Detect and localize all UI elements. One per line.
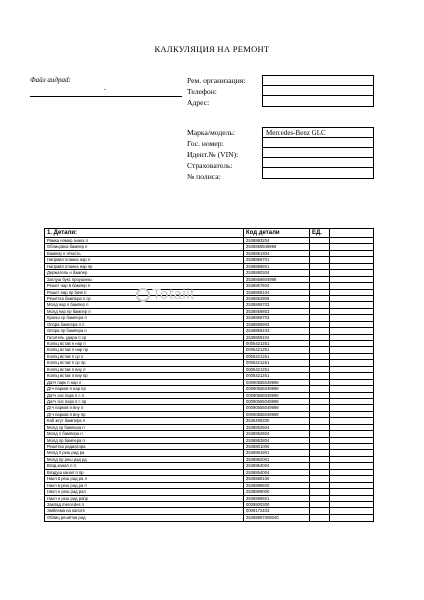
org-fields (262, 75, 374, 107)
part-name-cell[interactable]: Заглуш букс проушины (45, 277, 244, 282)
part-code-cell[interactable]: 2538880304 (244, 270, 310, 275)
part-extra-cell[interactable] (330, 270, 373, 275)
part-unit-cell[interactable] (310, 341, 330, 346)
part-unit-cell[interactable] (310, 251, 330, 256)
part-extra-cell[interactable] (330, 450, 373, 455)
part-name-cell[interactable]: Накл в реш рад ра л (45, 476, 244, 481)
part-code-cell[interactable]: 0005421251 (244, 347, 310, 352)
part-unit-cell[interactable] (310, 264, 330, 269)
part-code-cell[interactable]: 00090555049999 (244, 405, 310, 410)
part-unit-cell[interactable] (310, 354, 330, 359)
part-code-cell[interactable]: 2538854004 (244, 470, 310, 475)
part-code-cell[interactable]: 2538851304 (244, 251, 310, 256)
part-code-cell[interactable]: 2538858703 (244, 315, 310, 320)
part-name-cell[interactable]: Накл н реш рад рал (45, 489, 244, 494)
part-extra-cell[interactable] (330, 502, 373, 507)
part-unit-cell[interactable] (310, 444, 330, 449)
org-label-phone: Телефон: (187, 87, 217, 96)
part-extra-cell[interactable] (330, 373, 373, 378)
part-code-cell[interactable]: 0005421251 (244, 373, 310, 378)
part-name-cell[interactable]: Гаситель удара п ср (45, 335, 244, 340)
part-unit-cell[interactable] (310, 476, 330, 481)
part-extra-cell[interactable] (330, 438, 373, 443)
part-extra-cell[interactable] (330, 444, 373, 449)
part-code-cell[interactable]: 2538857604 (244, 283, 310, 288)
part-code-cell[interactable]: 2538852906 (244, 296, 310, 301)
part-code-cell[interactable]: 2538852604 (244, 431, 310, 436)
part-name-cell[interactable]: Заклад mercedes п (45, 502, 244, 507)
part-code-cell[interactable]: 2538889500 (244, 483, 310, 488)
part-code-cell[interactable]: 2538858104 (244, 335, 310, 340)
org-label-address: Адрес: (187, 98, 210, 107)
car-label-plate: Гос. номер: (187, 139, 224, 148)
part-unit-cell[interactable] (310, 502, 330, 507)
part-extra-cell[interactable] (330, 405, 373, 410)
part-extra-cell[interactable] (330, 489, 373, 494)
file-label: Файл аидрad: (30, 76, 71, 84)
insured-field[interactable] (263, 158, 373, 168)
part-name-cell[interactable]: Колпц встав п ср пр (45, 360, 244, 365)
part-name-cell[interactable]: Опора пр бампера п (45, 328, 244, 333)
part-extra-cell[interactable] (330, 457, 373, 462)
part-name-cell[interactable]: Возд канал л п (45, 463, 244, 468)
part-name-cell[interactable]: Решётка радиатора (45, 444, 244, 449)
part-extra-cell[interactable] (330, 412, 373, 417)
parts-table-header (45, 229, 373, 238)
part-unit-cell[interactable] (310, 405, 330, 410)
part-extra-cell[interactable] (330, 508, 373, 513)
part-unit-cell[interactable] (310, 335, 330, 340)
car-label-policy: № полиса: (187, 172, 221, 181)
part-unit-cell[interactable] (310, 418, 330, 423)
part-unit-cell[interactable] (310, 450, 330, 455)
part-extra-cell[interactable] (330, 296, 373, 301)
part-name-cell[interactable]: Дтч парков п вну л (45, 405, 244, 410)
part-extra-cell[interactable] (330, 238, 373, 243)
part-unit-cell[interactable] (310, 483, 330, 488)
part-extra-cell[interactable] (330, 257, 373, 262)
part-code-cell[interactable]: 2538858903 (244, 322, 310, 327)
part-code-cell[interactable]: 2538859103 (244, 328, 310, 333)
part-unit-cell[interactable] (310, 457, 330, 462)
car-label-model: Марка/модель: (187, 128, 235, 137)
part-unit-cell[interactable] (310, 309, 330, 314)
part-unit-cell[interactable] (310, 315, 330, 320)
part-name-cell[interactable]: Датч сис парк п с л (45, 393, 244, 398)
part-name-cell[interactable]: Дтч парков п вну пр (45, 412, 244, 417)
part-extra-cell[interactable] (330, 425, 373, 430)
repair-org-field[interactable] (263, 76, 373, 86)
part-unit-cell[interactable] (310, 257, 330, 262)
part-name-cell[interactable]: Молд пр бампера п (45, 438, 244, 443)
part-name-cell[interactable]: Накл н реш рад рапр (45, 496, 244, 501)
part-extra-cell[interactable] (330, 302, 373, 307)
part-name-cell[interactable]: Колпц встав п вну л (45, 367, 244, 372)
part-unit-cell[interactable] (310, 380, 330, 385)
part-code-cell[interactable]: 2538856801 (244, 264, 310, 269)
part-unit-cell[interactable] (310, 277, 330, 282)
part-unit-cell[interactable] (310, 463, 330, 468)
part-name-cell[interactable]: Колпц встав п вну пр (45, 373, 244, 378)
car-label-insured: Страхователь: (187, 161, 233, 170)
part-code-cell[interactable]: 00090555049999 (244, 393, 310, 398)
part-extra-cell[interactable] (330, 341, 373, 346)
part-extra-cell[interactable] (330, 360, 373, 365)
part-extra-cell[interactable] (330, 470, 373, 475)
part-name-cell[interactable]: Эмблема на капоте (45, 508, 244, 513)
part-unit-cell[interactable] (310, 496, 330, 501)
part-code-cell[interactable]: 2538893204 (244, 238, 310, 243)
part-extra-cell[interactable] (330, 380, 373, 385)
part-extra-cell[interactable] (330, 290, 373, 295)
part-name-cell[interactable]: Дтч парков п нар пр (45, 386, 244, 391)
page-title: КАЛКУЛЯЦИЯ НА РЕМОНТ (154, 44, 270, 54)
part-name-cell[interactable]: Молд пр реш рад рд (45, 457, 244, 462)
part-unit-cell[interactable] (310, 360, 330, 365)
part-extra-cell[interactable] (330, 335, 373, 340)
part-unit-cell[interactable] (310, 244, 330, 249)
part-code-cell[interactable]: 0005421251 (244, 341, 310, 346)
part-name-cell[interactable]: Кронш ср бампера п (45, 315, 244, 320)
part-code-cell[interactable]: 0008172403 (244, 508, 310, 513)
part-name-cell[interactable]: Колпц встав п ср л (45, 354, 244, 359)
header-parts: 1. Детали: (45, 229, 244, 237)
part-unit-cell[interactable] (310, 367, 330, 372)
part-unit-cell[interactable] (310, 302, 330, 307)
part-code-cell[interactable]: 2538899000 (244, 489, 310, 494)
part-name-cell[interactable]: Решётка бампера п ср (45, 296, 244, 301)
part-unit-cell[interactable] (310, 489, 330, 494)
part-name-cell[interactable]: Молд ср бампера п (45, 425, 244, 430)
plate-field[interactable] (263, 138, 373, 148)
part-unit-cell[interactable] (310, 431, 330, 436)
part-extra-cell[interactable] (330, 277, 373, 282)
part-name-cell[interactable]: Каб жгут бампера п (45, 418, 244, 423)
part-name-cell[interactable]: Молд п реш рад ра (45, 450, 244, 455)
part-extra-cell[interactable] (330, 309, 373, 314)
part-name-cell[interactable]: Опора бампера п л (45, 322, 244, 327)
model-field[interactable]: Mercedes-Benz GLC (263, 128, 373, 138)
part-extra-cell[interactable] (330, 244, 373, 249)
part-code-cell[interactable]: 00090555049999 (244, 380, 310, 385)
file-underline (30, 96, 182, 97)
part-name-cell[interactable]: Направл планка нар л (45, 257, 244, 262)
part-unit-cell[interactable] (310, 373, 330, 378)
part-code-cell[interactable]: 25388887009040 (244, 515, 310, 521)
part-code-cell[interactable]: 00090555049999 (244, 386, 310, 391)
part-unit-cell[interactable] (310, 347, 330, 352)
part-code-cell[interactable]: 2538859803 (244, 309, 310, 314)
part-extra-cell[interactable] (330, 251, 373, 256)
parts-table (44, 228, 374, 522)
part-extra-cell[interactable] (330, 476, 373, 481)
part-code-cell[interactable]: 0005421251 (244, 367, 310, 372)
part-name-cell[interactable]: Решет нар в бампер п (45, 283, 244, 288)
part-extra-cell[interactable] (330, 393, 373, 398)
part-code-cell[interactable]: 2538882001 (244, 457, 310, 462)
policy-field[interactable] (263, 168, 373, 178)
part-name-cell[interactable]: Датч сис парк п с пр (45, 399, 244, 404)
header-extra (330, 229, 373, 237)
part-code-cell[interactable]: 2538856604999 (244, 277, 310, 282)
part-code-cell[interactable]: 2538859703 (244, 302, 310, 307)
part-extra-cell[interactable] (330, 367, 373, 372)
part-code-cell[interactable]: 2538889100 (244, 476, 310, 481)
address-field[interactable] (263, 96, 373, 106)
part-code-cell[interactable]: 2538801000 (244, 444, 310, 449)
part-unit-cell[interactable] (310, 470, 330, 475)
part-extra-cell[interactable] (330, 315, 373, 320)
part-unit-cell[interactable] (310, 425, 330, 430)
vin-field[interactable] (263, 148, 373, 158)
part-code-cell[interactable]: 2538889501 (244, 496, 310, 501)
part-name-cell[interactable]: Облиц решётки рад (45, 515, 244, 521)
part-extra-cell[interactable] (330, 328, 373, 333)
part-extra-cell[interactable] (330, 264, 373, 269)
car-fields (262, 127, 374, 179)
part-name-cell[interactable]: Молд нар пр бампер п (45, 309, 244, 314)
part-name-cell[interactable]: Колпц встав п нар пр (45, 347, 244, 352)
part-code-cell[interactable]: 00090555049999 (244, 399, 310, 404)
header-unit: ЕД. (310, 229, 330, 237)
part-extra-cell[interactable] (330, 347, 373, 352)
part-name-cell[interactable]: Направл планка нар пр (45, 264, 244, 269)
part-extra-cell[interactable] (330, 483, 373, 488)
header-code: Код детали (244, 229, 310, 237)
part-name-cell[interactable]: Датч парк п нар л (45, 380, 244, 385)
part-name-cell[interactable]: Облицовка бампер п (45, 244, 244, 249)
part-unit-cell[interactable] (310, 296, 330, 301)
part-name-cell[interactable]: Колпц встав н нар п (45, 341, 244, 346)
part-code-cell[interactable]: 2538852804 (244, 438, 310, 443)
part-name-cell[interactable]: Держатель н бампер (45, 270, 244, 275)
part-code-cell[interactable]: 2538881901 (244, 450, 310, 455)
part-extra-cell[interactable] (330, 283, 373, 288)
part-code-cell[interactable]: 0005421251 (244, 360, 310, 365)
part-unit-cell[interactable] (310, 283, 330, 288)
part-unit-cell[interactable] (310, 290, 330, 295)
part-name-cell[interactable]: Молд нар п бампер л (45, 302, 244, 307)
part-code-cell[interactable]: 2538854004 (244, 463, 310, 468)
part-unit-cell[interactable] (310, 438, 330, 443)
phone-field[interactable] (263, 86, 373, 96)
part-extra-cell[interactable] (330, 354, 373, 359)
part-unit-cell[interactable] (310, 386, 330, 391)
part-code-cell[interactable]: 0008800300 (244, 502, 310, 507)
part-name-cell[interactable]: Решет нар пр бачк п (45, 290, 244, 295)
part-name-cell[interactable]: Молд л бампера п (45, 431, 244, 436)
watermark-logo: Totalit (136, 286, 195, 303)
part-extra-cell[interactable] (330, 463, 373, 468)
part-extra-cell[interactable] (330, 418, 373, 423)
part-extra-cell[interactable] (330, 496, 373, 501)
part-unit-cell[interactable] (310, 515, 330, 521)
part-code-cell[interactable]: 2538852504 (244, 425, 310, 430)
part-extra-cell[interactable] (330, 515, 373, 521)
file-dash: - (104, 86, 107, 93)
part-name-cell[interactable]: Бампер п н/часть (45, 251, 244, 256)
part-name-cell[interactable]: Рамка номер знака п (45, 238, 244, 243)
part-extra-cell[interactable] (330, 322, 373, 327)
part-code-cell[interactable]: 2538858104 (244, 290, 310, 295)
part-unit-cell[interactable] (310, 399, 330, 404)
car-label-vin: Идент.№ (VIN): (187, 150, 239, 159)
part-extra-cell[interactable] (330, 431, 373, 436)
part-code-cell[interactable]: 2538856701 (244, 257, 310, 262)
org-label-repair: Рем. организация: (187, 76, 246, 85)
part-unit-cell[interactable] (310, 270, 330, 275)
part-code-cell[interactable]: 2535406330 (244, 418, 310, 423)
part-code-cell[interactable]: 2538859949999 (244, 244, 310, 249)
part-unit-cell[interactable] (310, 328, 330, 333)
part-extra-cell[interactable] (330, 399, 373, 404)
part-unit-cell[interactable] (310, 238, 330, 243)
part-code-cell[interactable]: 00090555049999 (244, 412, 310, 417)
part-unit-cell[interactable] (310, 508, 330, 513)
part-name-cell[interactable]: Воздуш канал п пр (45, 470, 244, 475)
part-unit-cell[interactable] (310, 412, 330, 417)
part-code-cell[interactable]: 0005421251 (244, 354, 310, 359)
part-name-cell[interactable]: Накл в реш рад ра п (45, 483, 244, 488)
table-row (45, 515, 373, 521)
part-unit-cell[interactable] (310, 322, 330, 327)
part-extra-cell[interactable] (330, 386, 373, 391)
part-unit-cell[interactable] (310, 393, 330, 398)
